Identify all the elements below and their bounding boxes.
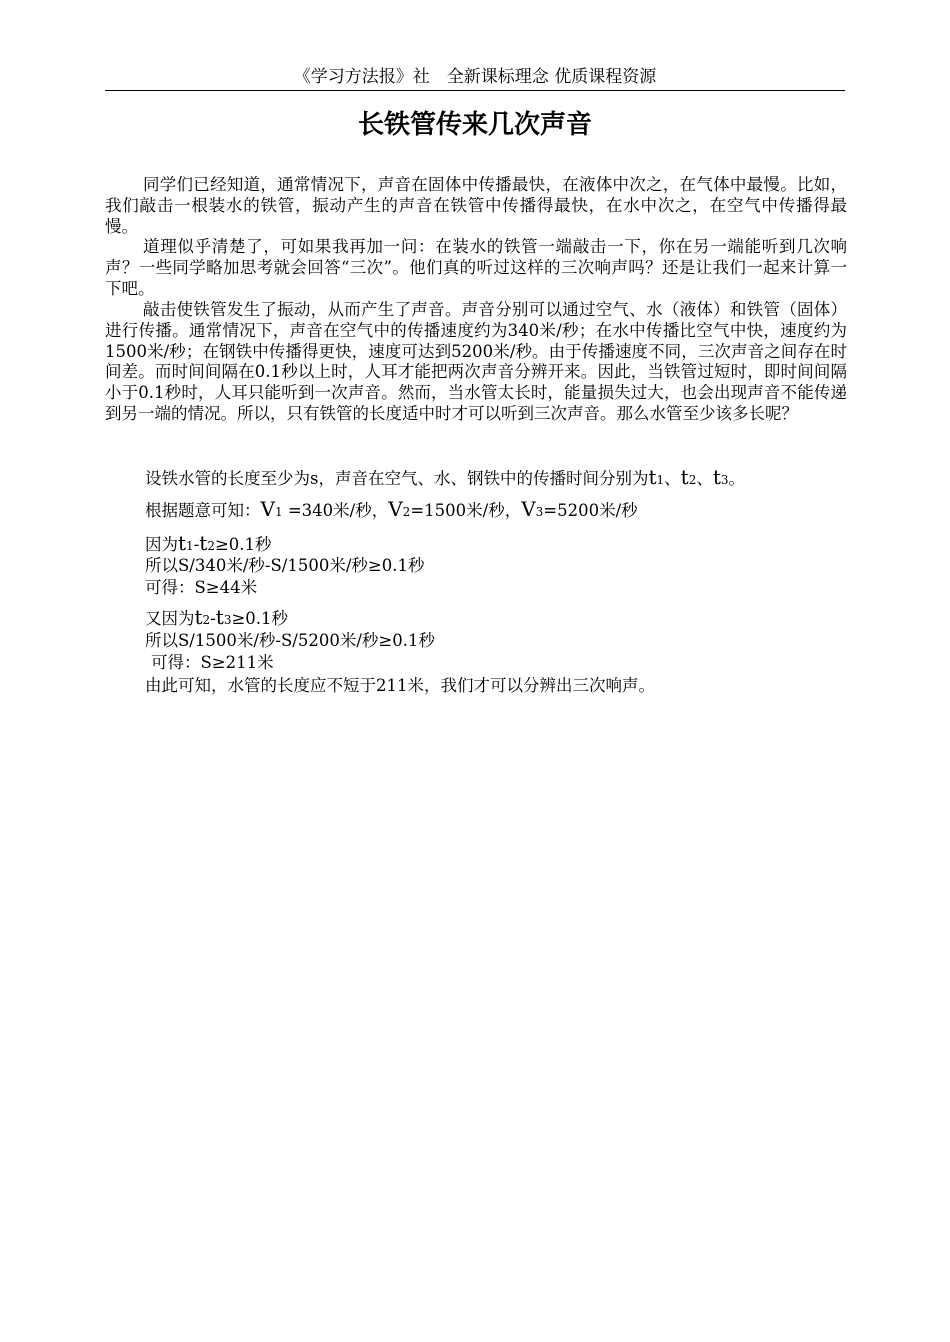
text: ≥0.1秒 [214,535,272,554]
article-title: 长铁管传来几次声音 [357,110,592,140]
solution-line-conclusion: 由此可知，水管的长度应不短于211米，我们才可以分辨出三次响声。 [145,676,655,695]
solution-line-setup [145,466,745,491]
solution-line-result-2: 可得：S≥211米 [151,653,274,672]
paragraph-explanation: 敲击使铁管发生了振动，从而产生了声音。声音分别可以通过空气、水（液体）和铁管（固体）进行传播。通常情况下，声音在空气中的传播速度约为340米/秒；在水中传播比空气中快，速度约为1500米/秒；在钢铁中传播得更快，速度可达到5200米/秒。由于传播速度不同，三次声音之间存在时间差。而时间间隔在0.1秒以上时，人耳才能把两次声音分辨开来。因此，当铁管过短时，即时间间隔小于0.1秒时，人耳只能听到一次声音。然而，当水管太长时，能量损失过大，也会出现声音不能传递到另一端的情况。所以，只有铁管的长度适中时才可以听到三次声音。那么水管至少该多长呢？ [105,300,847,423]
text: =1500米/秒， [410,501,522,520]
text: 因为 [145,535,178,554]
subscript: 1 [656,473,665,487]
var-v: V [521,497,536,521]
text: =340米/秒， [282,501,389,520]
text: 。 [728,469,746,488]
solution-line-speeds [145,498,638,523]
var-t: t [194,605,203,629]
var-t: t [199,531,208,555]
var-t: t [178,531,187,555]
text: - [193,535,200,554]
text: =5200米/秒 [543,501,638,520]
solution-line-condition-2 [145,606,288,631]
text: 又因为 [145,609,195,628]
solution-line-condition-1 [145,532,272,557]
subscript: 3 [720,473,729,487]
text: 设铁水管的长度至少为s，声音在空气、水、钢铁中的传播时间分别为 [145,469,649,488]
solution-line-result-1: 可得：S≥44米 [145,578,258,597]
text: - [210,609,216,628]
subscript: 2 [688,473,697,487]
text: ≥0.1秒 [231,609,289,628]
paragraph-intro: 同学们已经知道，通常情况下，声音在固体中传播最快，在液体中次之，在气体中最慢。比如，我们敲击一根装水的铁管，振动产生的声音在铁管中传播得最快，在水中次之，在空气中传播得最慢。 [105,175,847,236]
subscript: 3 [223,613,232,627]
solution-line-equation-2: 所以S/1500米/秒-S/5200米/秒≥0.1秒 [145,631,435,650]
subscript: 1 [186,539,194,553]
paragraph-question: 道理似乎清楚了，可如果我再加一问：在装水的铁管一端敲击一下，你在另一端能听到几次响声？一些同学略加思考就会回答“三次”。他们真的听过这样的三次响声吗？还是让我们一起来计算一下吧。 [105,237,847,298]
var-t: t [680,465,689,489]
subscript: 2 [202,613,211,627]
text: 、 [664,469,681,488]
var-t: t [712,465,721,489]
text: 、 [696,469,713,488]
var-v: V [388,497,403,521]
var-v: V [260,497,275,521]
text: 根据题意可知： [145,501,261,520]
page-header: 《学习方法报》社 全新课标理念 优质课程资源 [293,67,657,87]
var-t: t [648,465,657,489]
solution-line-equation-1: 所以S/340米/秒-S/1500米/秒≥0.1秒 [145,556,425,575]
subscript: 3 [535,505,544,519]
subscript: 2 [207,539,215,553]
header-divider [105,90,845,91]
subscript: 2 [402,505,411,519]
subscript: 1 [274,505,283,519]
var-t: t [215,605,224,629]
